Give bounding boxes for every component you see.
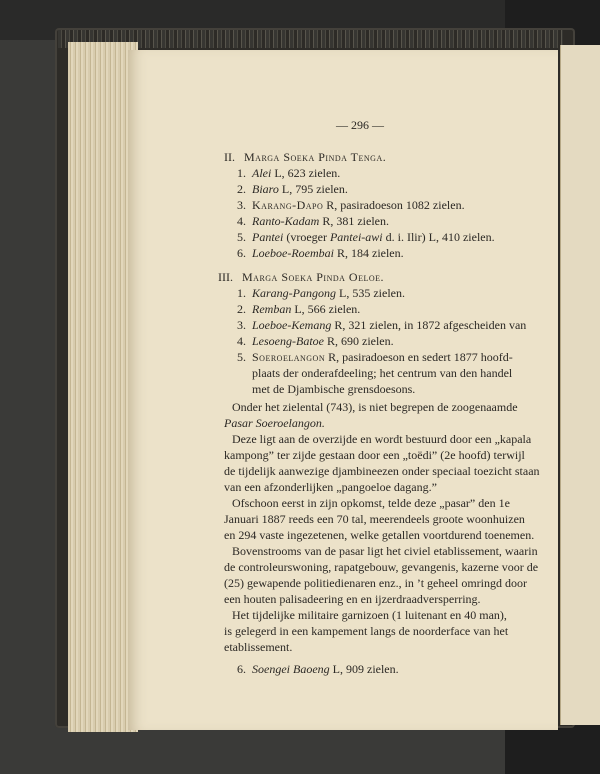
item-detail: L, 795 zielen. [278,182,348,196]
item-detail: d. i. Ilir) L, 410 zielen. [382,230,495,244]
item-number: 6. [237,246,246,260]
section-numeral: III. [218,270,233,284]
item-detail: R, pasiradoeson 1082 zielen. [323,198,465,212]
item-number: 4. [237,334,246,348]
section-heading-iii [218,270,384,285]
item-name: Karang-Pangong [252,286,336,300]
item-number: 6. [237,662,246,676]
item-name: Soengei Baoeng [252,662,330,676]
paragraph-line: Bovenstrooms van de pasar ligt het civiel etablissement, waarin [232,544,538,558]
item-name: Pantei [252,230,284,244]
paragraph-line: Het tijdelijke militaire garnizoen (1 luitenant en 40 man), [232,608,507,622]
list-item [224,166,340,181]
paragraph-line: Pasar Soeroelangon. [224,416,325,430]
item-name: Loeboe-Roembai [252,246,334,260]
item-number: 1. [237,286,246,300]
paragraph-line: kampong” ter zijde gestaan door een „toëdi” (2e hoofd) terwijl [224,448,525,462]
paragraph-line: Januari 1887 reeds een 70 tal, meerendeels groote woonhuizen [224,512,525,526]
item-number: 4. [237,214,246,228]
section-title: Marga Soeka Pinda Oeloe. [242,270,385,284]
list-item [224,182,348,197]
item-number: 3. [237,318,246,332]
facing-page-edge [560,45,600,725]
item-detail: (vroeger [283,230,330,244]
list-item-continuation: plaats der onderafdeeling; het centrum van den handel [252,366,513,380]
section-numeral: II. [224,150,235,164]
list-item [224,350,513,365]
list-item [224,230,495,245]
list-item [224,214,389,229]
item-detail: R, 690 zielen. [323,334,394,348]
item-number: 2. [237,182,246,196]
section-heading-ii [224,150,386,165]
item-detail: R, 184 zielen. [333,246,404,260]
list-item [224,198,465,213]
paragraph-line: Deze ligt aan de overzijde en wordt bestuurd door een „kapala [232,432,532,446]
item-detail: L, 909 zielen. [329,662,399,676]
item-name: Karang-Dapo [252,198,324,212]
paragraph-line: de tijdelijk aanwezige djambineezen onder speciaal toezicht staan [224,464,540,478]
item-number: 5. [237,230,246,244]
paragraph-line: Ofschoon eerst in zijn opkomst, telde deze „pasar” den 1e [232,496,510,510]
paragraph-line: Onder het zielental (743), is niet begrepen de zoogenaamde [232,400,518,414]
item-name: Remban [252,302,292,316]
item-detail: R, 321 zielen, in 1872 afgescheiden van [331,318,527,332]
book-page [128,50,558,730]
list-item [224,246,404,261]
item-number: 2. [237,302,246,316]
paragraph-line: een houten palisadeering en en ijzerdraadversperring. [224,592,481,606]
item-name: Loeboe-Kemang [252,318,332,332]
paragraph-line: van een afzonderlijken „pangoeloe dagang.” [224,480,437,494]
item-name: Lesoeng-Batoe [252,334,324,348]
paragraph-line: (25) gewapende politiedienaren enz., in ’t geheel omringd door [224,576,528,590]
item-number: 1. [237,166,246,180]
page-number: — 296 — [336,118,384,132]
item-number: 5. [237,350,246,364]
item-detail: L, 566 zielen. [291,302,361,316]
list-item [224,334,394,349]
paragraph-line: de controleurswoning, rapatgebouw, gevangenis, kazerne voor de [224,560,539,574]
list-item [224,318,526,333]
item-alt-name: Pantei-awi [329,230,383,244]
list-item-continuation: met de Djambische grensdoesons. [252,382,416,396]
item-name: Soeroelangon [252,350,326,364]
paragraph-line: en 294 vaste ingezetenen, welke getallen voortdurend toenemen. [224,528,535,542]
item-detail: L, 535 zielen. [336,286,405,300]
list-item [224,302,360,317]
list-item [224,286,405,301]
item-detail: R, pasiradoeson en sedert 1877 hoofd- [325,350,513,364]
section-title: Marga Soeka Pinda Tenga. [244,150,387,164]
item-detail: L, 623 zielen. [271,166,341,180]
item-detail: R, 381 zielen. [319,214,389,228]
item-name: Biaro [252,182,279,196]
item-name: Alei [252,166,272,180]
paragraph-line: etablissement. [224,640,293,654]
item-name: Ranto-Kadam [252,214,320,228]
paragraph-line: is gelegerd in een kampement langs de noorderface van het [224,624,509,638]
item-number: 3. [237,198,246,212]
list-item [224,662,399,677]
